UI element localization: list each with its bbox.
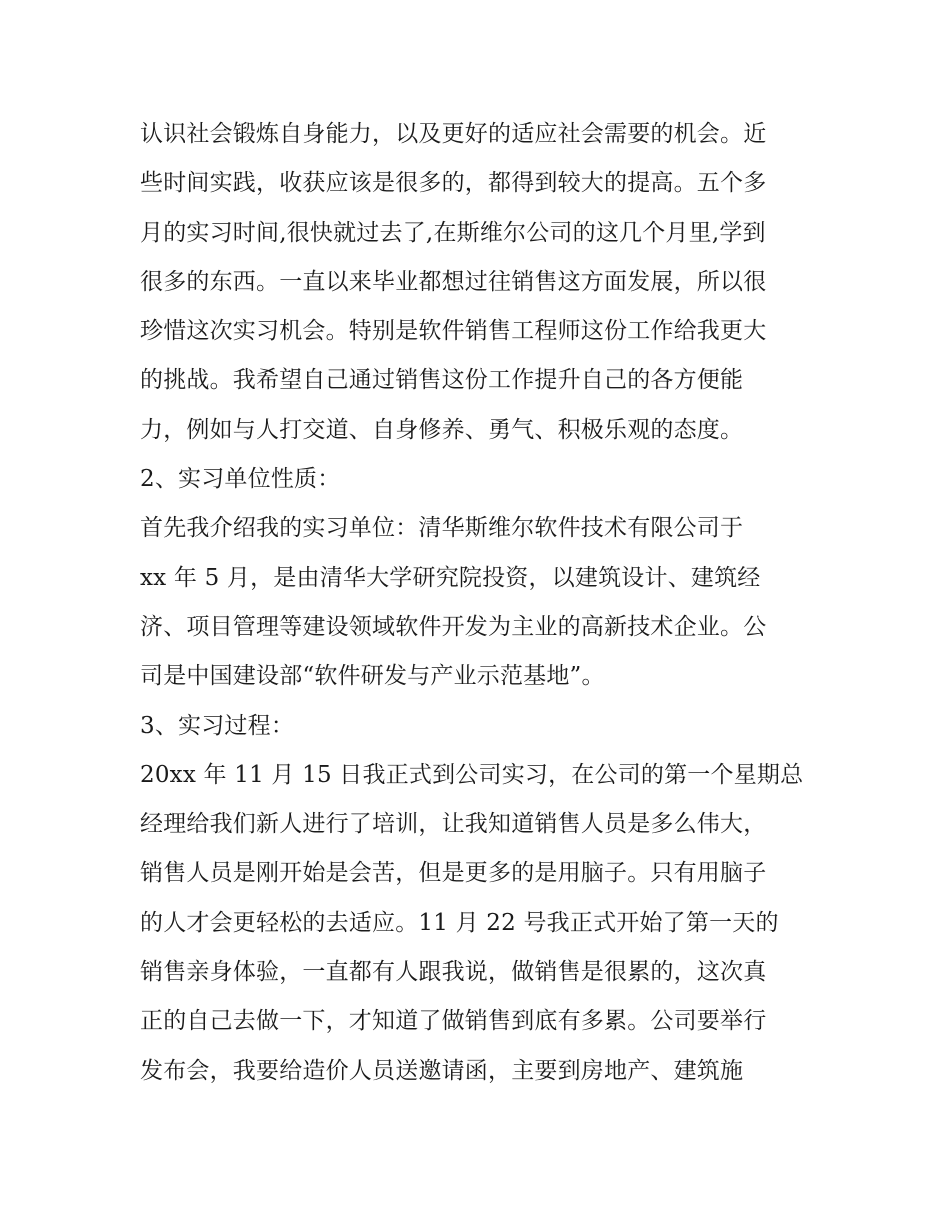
text-line: 的挑战。我希望自己通过销售这份工作提升自己的各方便能 bbox=[140, 367, 744, 394]
text-line: 很多的东西。一直以来毕业都想过往销售这方面发展，所以很 bbox=[140, 268, 767, 295]
section-heading: 3、实习过程： bbox=[140, 712, 295, 739]
text-line: 发布会，我要给造价人员送邀请函，主要到房地产、建筑施 bbox=[140, 1057, 744, 1084]
text-line: 经理给我们新人进行了培训，让我知道销售人员是多么伟大， bbox=[140, 811, 767, 838]
text-line: 月的实习时间,很快就过去了,在斯维尔公司的这几个月里,学到 bbox=[140, 219, 766, 246]
text-line: 销售亲身体验，一直都有人跟我说，做销售是很累的，这次真 bbox=[140, 959, 767, 986]
text-line: 力，例如与人打交道、自身修养、勇气、积极乐观的态度。 bbox=[140, 416, 744, 443]
text-line: xx 年 5 月，是由清华大学研究院投资，以建筑设计、建筑经 bbox=[140, 564, 761, 591]
text-line: 20xx 年 11 月 15 日我正式到公司实习，在公司的第一个星期总 bbox=[140, 761, 804, 788]
document-body bbox=[140, 110, 830, 1096]
text-line: 司是中国建设部“软件研发与产业示范基地”。 bbox=[140, 663, 605, 690]
text-line: 济、项目管理等建设领域软件开发为主业的高新技术企业。公 bbox=[140, 613, 767, 640]
text-line: 正的自己去做一下，才知道了做销售到底有多累。公司要举行 bbox=[140, 1008, 767, 1035]
text-line: 的人才会更轻松的去适应。11 月 22 号我正式开始了第一天的 bbox=[140, 909, 779, 936]
text-line: 销售人员是刚开始是会苦，但是更多的是用脑子。只有用脑子 bbox=[140, 860, 767, 887]
text-line: 认识社会锻炼自身能力，以及更好的适应社会需要的机会。近 bbox=[140, 121, 767, 147]
text-line: 首先我介绍我的实习单位：清华斯维尔软件技术有限公司于 bbox=[140, 515, 744, 542]
text-line: 些时间实践，收获应该是很多的，都得到较大的提高。五个多 bbox=[140, 170, 767, 197]
text-line: 珍惜这次实习机会。特别是软件销售工程师这份工作给我更大 bbox=[140, 318, 767, 345]
section-heading: 2、实习单位性质： bbox=[140, 466, 341, 493]
